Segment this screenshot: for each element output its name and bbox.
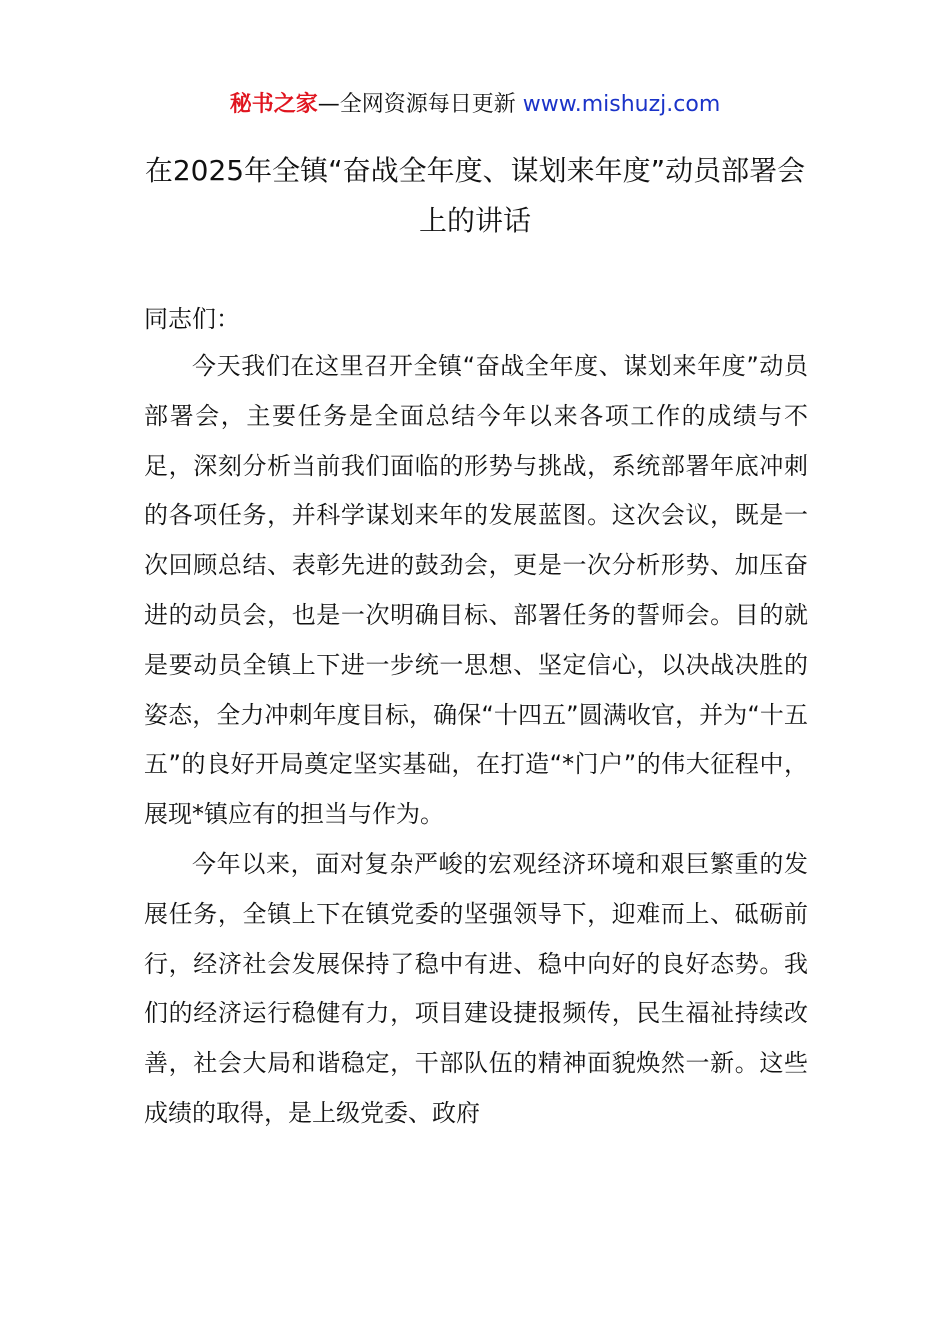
salutation: 同志们： (144, 305, 240, 333)
document-title: 在2025年全镇“奋战全年度、谋划来年度”动员部署会上的讲话 (144, 154, 806, 237)
brand-name: 秘书之家 (229, 92, 318, 117)
paragraph-1: 今天我们在这里召开全镇“奋战全年度、谋划来年度”动员部署会，主要任务是全面总结今年以来各项工作的成绩与不足，深刻分析当前我们面临的形势与挑战，系统部署年底冲刺的各项任务，并科学谋划来年的发展蓝图。这次会议，既是一次回顾总结、表彰先进的鼓劲会，更是一次分析形势、加压奋进的动员会，也是一次明确目标、部署任务的誓师会。目的就是要动员全镇上下进一步统一思想、坚定信心，以决战决胜的姿态，全力冲刺年度目标，确保“十四五”圆满收官，并为“十五五”的良好开局奠定坚实基础，在打造“*门户”的伟大征程中，展现*镇应有的担当与作为。 (144, 352, 808, 829)
site-header (0, 88, 950, 122)
site-url-link[interactable]: www.mishuzj.com (522, 92, 721, 117)
document-body (144, 342, 808, 1139)
paragraph-2: 今年以来，面对复杂严峻的宏观经济环境和艰巨繁重的发展任务，全镇上下在镇党委的坚强领导下，迎难而上、砥砺前行，经济社会发展保持了稳中有进、稳中向好的良好态势。我们的经济运行稳健有力，项目建设捷报频传，民生福祉持续改善，社会大局和谐稳定，干部队伍的精神面貌焕然一新。这些成绩的取得，是上级党委、政府 (144, 849, 808, 1127)
header-tagline: —全网资源每日更新 (317, 92, 523, 117)
